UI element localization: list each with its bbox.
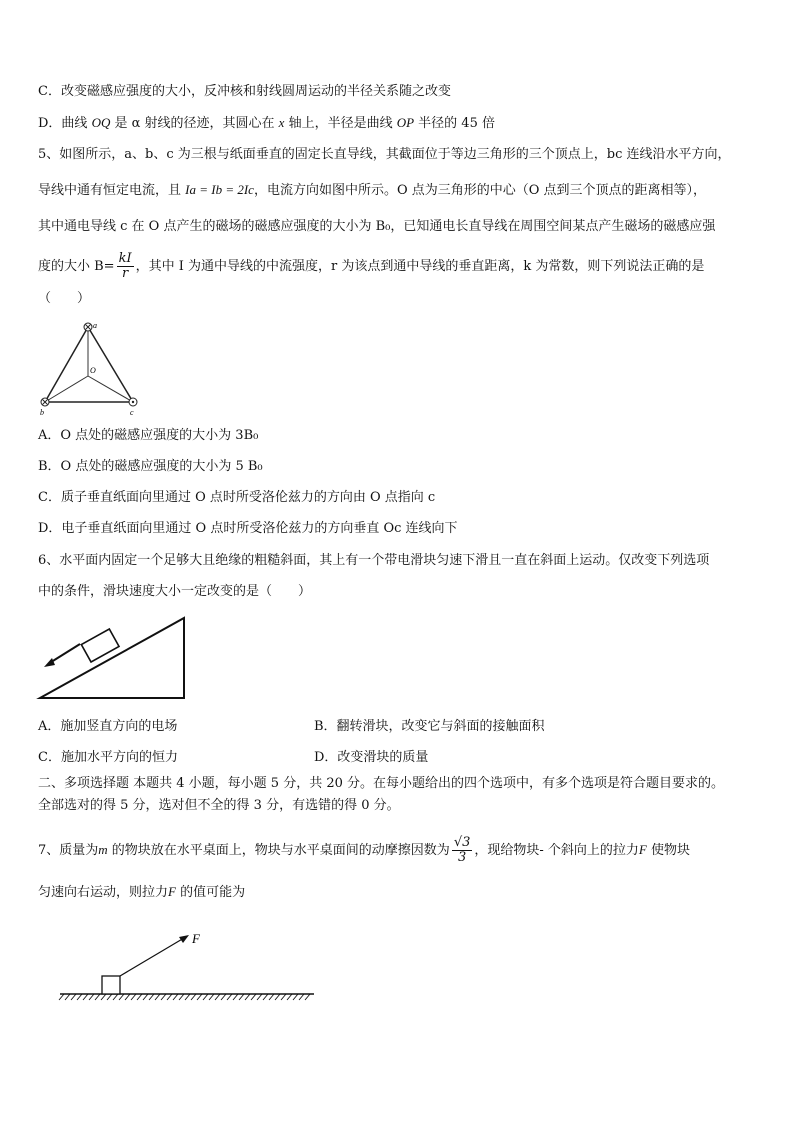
q4-option-d: D．曲线 OQ 是 α 射线的径迹，其圆心在 x 轴上，半径是曲线 OP 半径的 45 倍 — [38, 115, 495, 131]
q6-option-c: C．施加水平方向的恒力 — [38, 750, 178, 765]
wire-b-into-page-icon — [41, 398, 49, 406]
q5-triangle-figure — [36, 318, 146, 418]
force-arrow-icon — [120, 935, 189, 976]
wire-a-into-page-icon — [84, 323, 92, 331]
motion-arrow-icon — [44, 644, 80, 667]
section2-header-line1: 二、多项选择题 本题共 4 小题，每小题 5 分，共 20 分。在每小题给出的四个选项中，有多个选项是符合题目要求的。 — [38, 776, 725, 791]
q7-stem-line1: 7、质量为m 的物块放在水平桌面上，物块与水平桌面间的动摩擦因数为 $\frac{√3}{3}$ ，现给物块- 个斜向上的拉力F 使物块 — [38, 835, 690, 865]
q5-answer-blank: （ ） — [38, 291, 91, 306]
q5-option-a: A．O 点处的磁感应强度的大小为 3B₀ — [38, 428, 259, 443]
q5-stem-line3: 其中通电导线 c 在 O 点产生的磁场的磁感应强度的大小为 B₀，已知通电长直导线在周围空间某点产生磁场的磁感应强 — [38, 219, 716, 234]
label-a: a — [93, 321, 97, 330]
q4-option-c: C．改变磁感应强度的大小，反冲核和射线圆周运动的半径关系随之改变 — [38, 84, 451, 99]
section2-header-line2: 全部选对的得 5 分，选对但不全的得 3 分，有选错的得 0 分。 — [38, 798, 400, 813]
q7-block-force-figure — [58, 928, 318, 1003]
label-o: O — [90, 366, 96, 375]
q6-option-d: D．改变滑块的质量 — [314, 750, 429, 765]
friction-coefficient-fraction: $\frac{√3}{3}$ — [453, 835, 471, 865]
q5-option-d: D．电子垂直纸面向里通过 O 点时所受洛伦兹力的方向垂直 Oc 连线向下 — [38, 521, 458, 536]
q6-stem-line1: 6、水平面内固定一个足够大且绝缘的粗糙斜面，其上有一个带电滑块匀速下滑且一直在斜面上运动。仅改变下列选项 — [38, 553, 710, 568]
q5-stem-line2: 导线中通有恒定电流，且 Ia = Ib = 2Ic，电流方向如图中所示。O 点为三角形的中心（O 点到三个顶点的距离相等）， — [38, 182, 707, 198]
q6-stem-line2: 中的条件，滑块速度大小一定改变的是（ ） — [38, 584, 312, 599]
ground-hatching — [59, 994, 310, 1000]
q6-option-b: B．翻转滑块，改变它与斜面的接触面积 — [314, 719, 545, 734]
q6-option-a: A．施加竖直方向的电场 — [38, 719, 178, 734]
q5-option-c: C．质子垂直纸面向里通过 O 点时所受洛伦兹力的方向由 O 点指向 c — [38, 490, 436, 505]
block — [102, 976, 120, 994]
q7-stem-line2: 匀速向右运动，则拉力F 的值可能为 — [38, 884, 246, 900]
q5-option-b: B．O 点处的磁感应强度的大小为 5 B₀ — [38, 459, 263, 474]
q5-stem-line1: 5、如图所示，a、b、c 为三根与纸面垂直的固定长直导线，其截面位于等边三角形的三个顶点上，bc 连线沿水平方向， — [38, 147, 731, 162]
q6-incline-figure — [36, 612, 191, 702]
force-label: F — [192, 931, 200, 946]
q5-stem-line4: 度的大小 B= $\frac{kI}{r}$ ，其中 I 为通中导线的中流强度，r 为该点到通中导线的垂直距离，k 为常数，则下列说法正确的是 — [38, 251, 705, 281]
current-relation-formula: Ia = Ib = 2Ic — [185, 182, 254, 197]
kI-over-r-fraction: $\frac{kI}{r}$ — [118, 251, 132, 281]
wire-c-out-of-page-icon — [129, 398, 137, 406]
label-b: b — [40, 408, 44, 417]
label-c: c — [130, 408, 134, 417]
